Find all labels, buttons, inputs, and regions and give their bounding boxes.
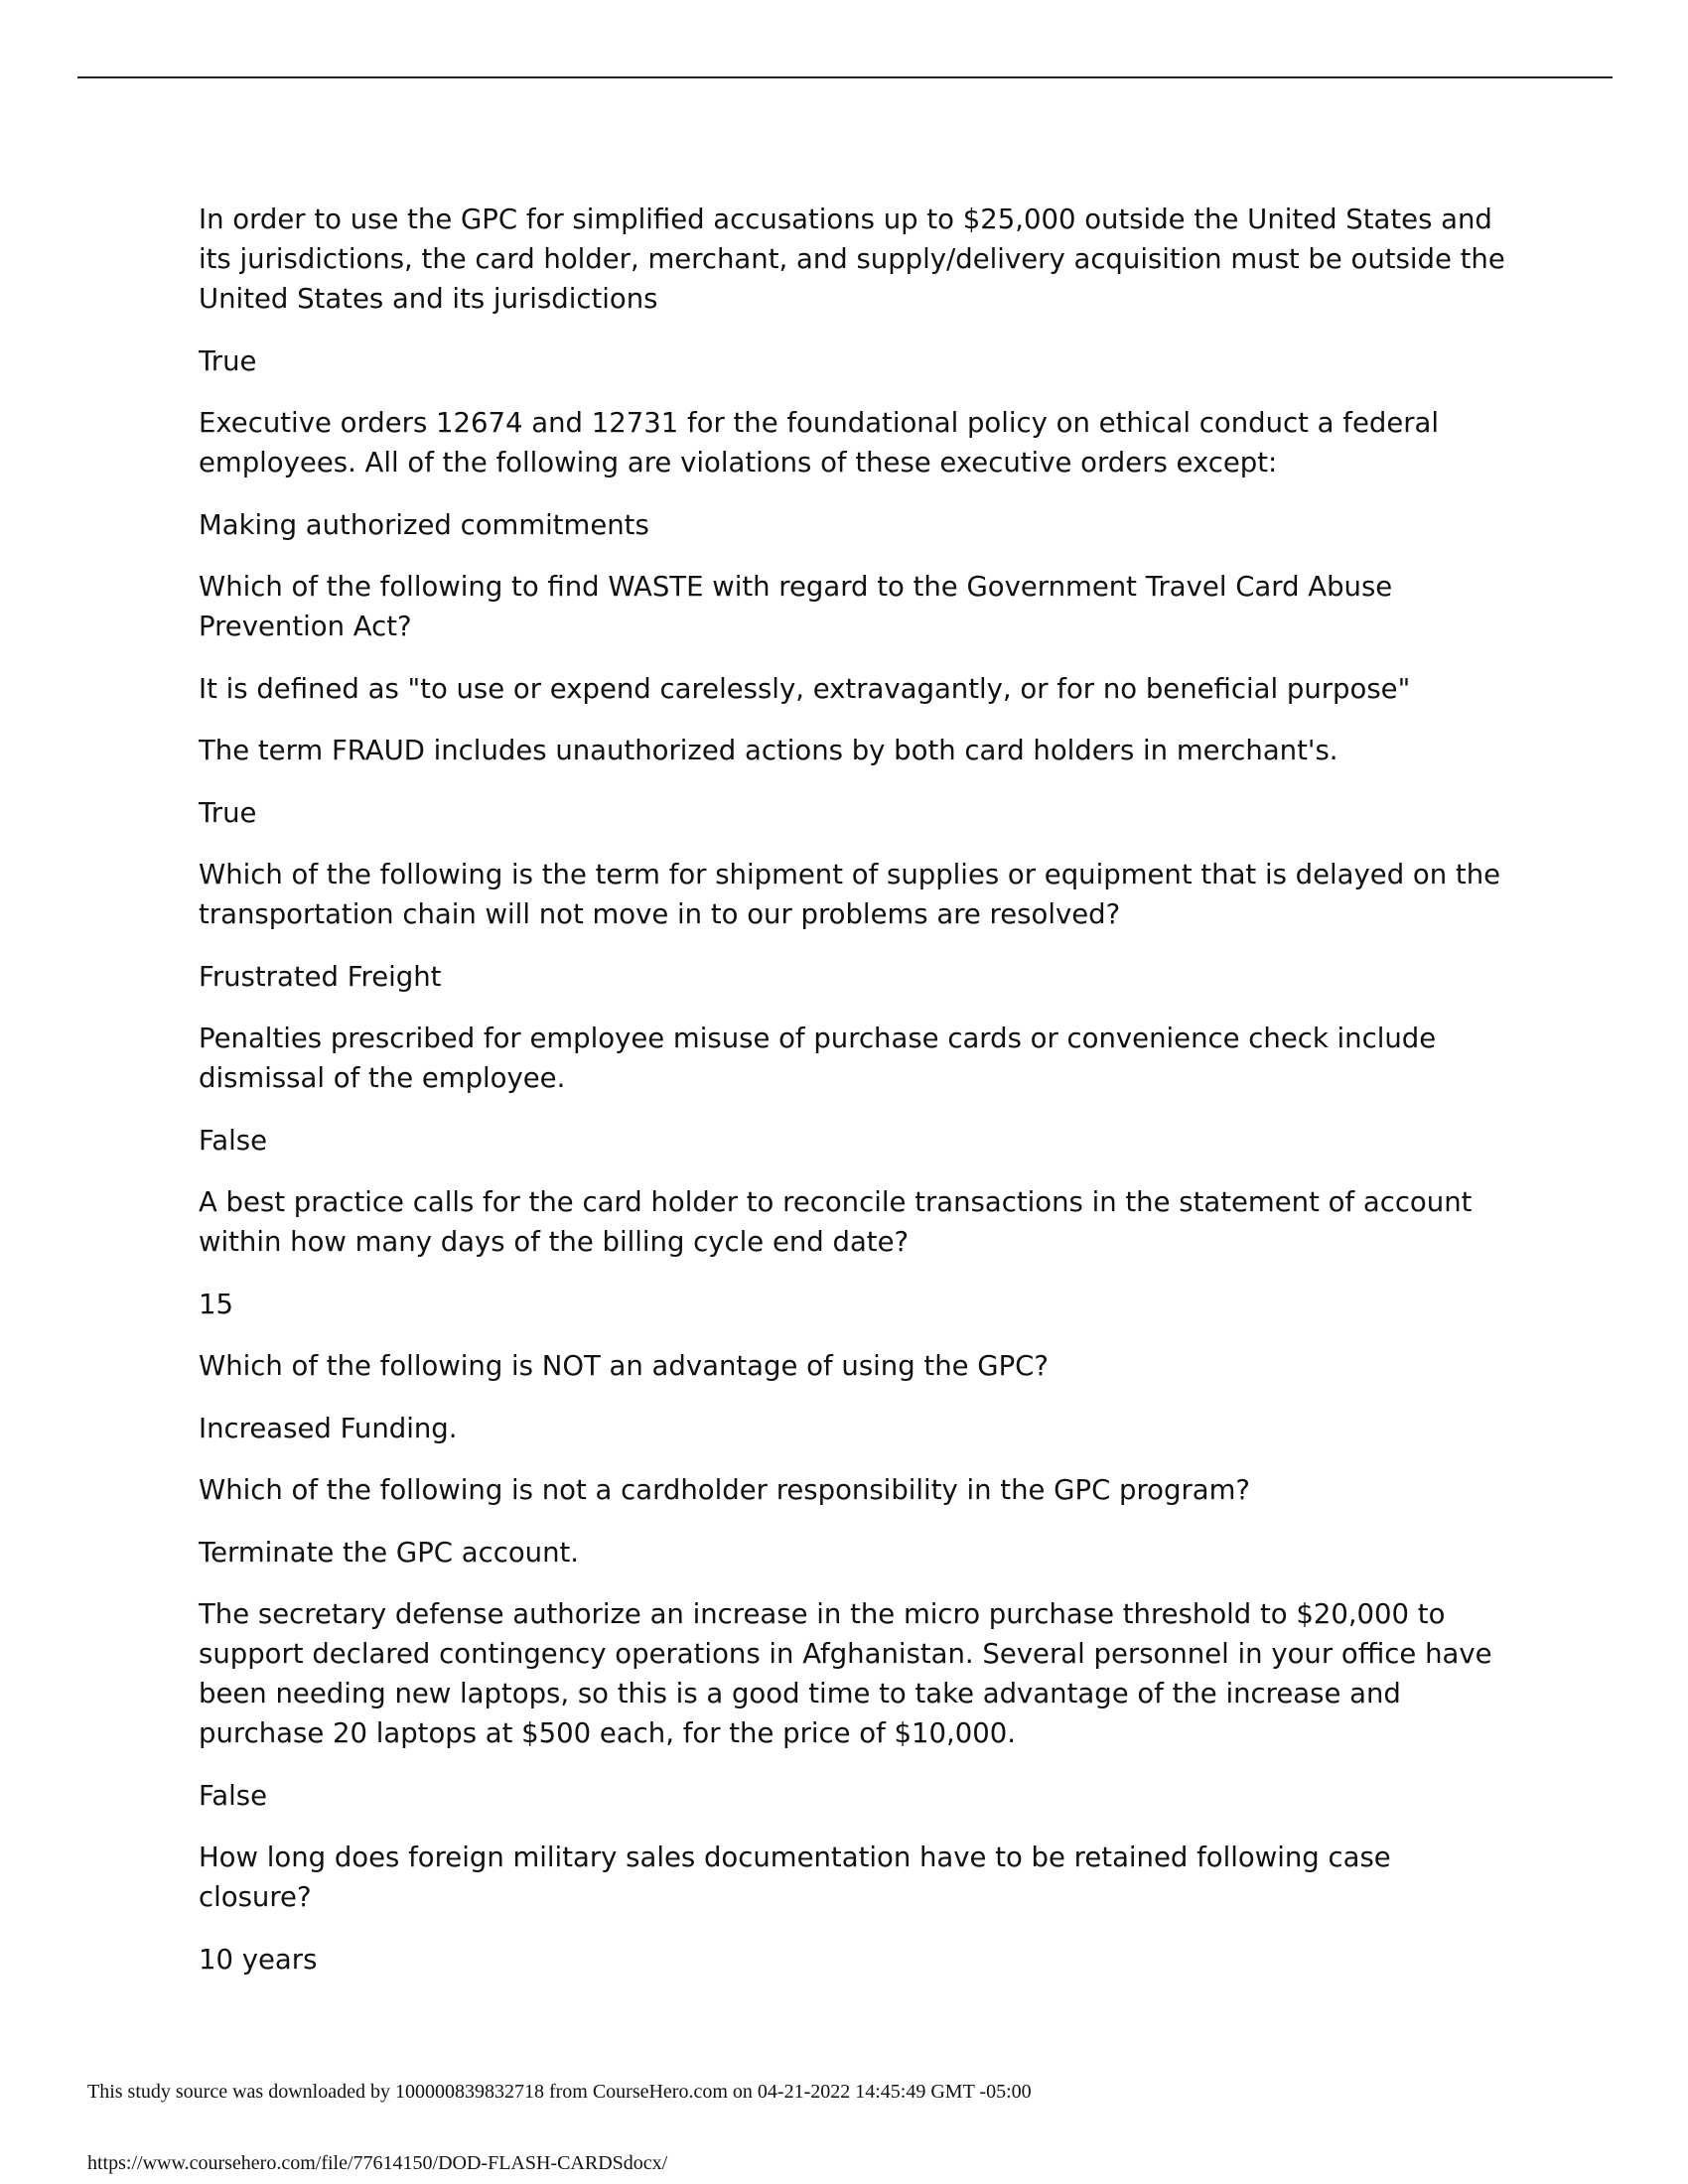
answer-1: True — [199, 344, 257, 377]
question-4: The term FRAUD includes unauthorized actions by both card holders in merchant's. — [199, 735, 1338, 766]
question-8: Which of the following is NOT an advantage of using the GPC? — [199, 1350, 1049, 1382]
answer-2: Making authorized commitments — [199, 508, 649, 541]
answer-3: It is defined as "to use or expend carelessly, extravagantly, or for no beneficial purpose" — [199, 672, 1411, 705]
answer-4: True — [199, 796, 257, 829]
question-10: The secretary defense authorize an increase in the micro purchase threshold to $20,000 to support declared contingency operations in Afghanistan. Several personnel in your office have been needing new laptops, so this is a good time to take advantage of the increase and purchase 20 laptops at $500 each, for the price of $10,000. — [199, 1598, 1492, 1749]
top-divider — [77, 76, 1613, 78]
document-body — [199, 200, 1509, 2001]
question-7: A best practice calls for the card holder to reconcile transactions in the statement of account within how many days of the billing cycle end date? — [199, 1186, 1473, 1258]
answer-8: Increased Funding. — [199, 1412, 458, 1444]
question-5: Which of the following is the term for shipment of supplies or equipment that is delayed on the transportation chain will not move in to our problems are resolved? — [199, 859, 1501, 930]
question-1: In order to use the GPC for simplified accusations up to $25,000 outside the United States and its jurisdictions, the card holder, merchant, and supply/delivery acquisition must be outside the United States and its jurisdictions — [199, 204, 1505, 315]
source-url: https://www.coursehero.com/file/77614150/DOD-FLASH-CARDSdocx/ — [87, 2152, 668, 2174]
question-9: Which of the following is not a cardholder responsibility in the GPC program? — [199, 1474, 1250, 1506]
question-11: How long does foreign military sales documentation have to be retained following case closure? — [199, 1842, 1391, 1913]
question-3: Which of the following to find WASTE with regard to the Government Travel Card Abuse Prevention Act? — [199, 571, 1393, 642]
answer-7: 15 — [199, 1288, 233, 1320]
answer-11: 10 years — [199, 1943, 318, 1976]
answer-9: Terminate the GPC account. — [199, 1536, 580, 1569]
answer-10: False — [199, 1779, 268, 1812]
answer-5: Frustrated Freight — [199, 960, 442, 993]
question-2: Executive orders 12674 and 12731 for the foundational policy on ethical conduct a federal employees. All of the following are violations of these executive orders except: — [199, 407, 1440, 478]
question-6: Penalties prescribed for employee misuse of purchase cards or convenience check include dismissal of the employee. — [199, 1023, 1437, 1094]
download-notice: This study source was downloaded by 100000839832718 from CourseHero.com on 04-21-2022 14:45:49 GMT -05:00 — [87, 2081, 1032, 2103]
answer-6: False — [199, 1124, 268, 1157]
